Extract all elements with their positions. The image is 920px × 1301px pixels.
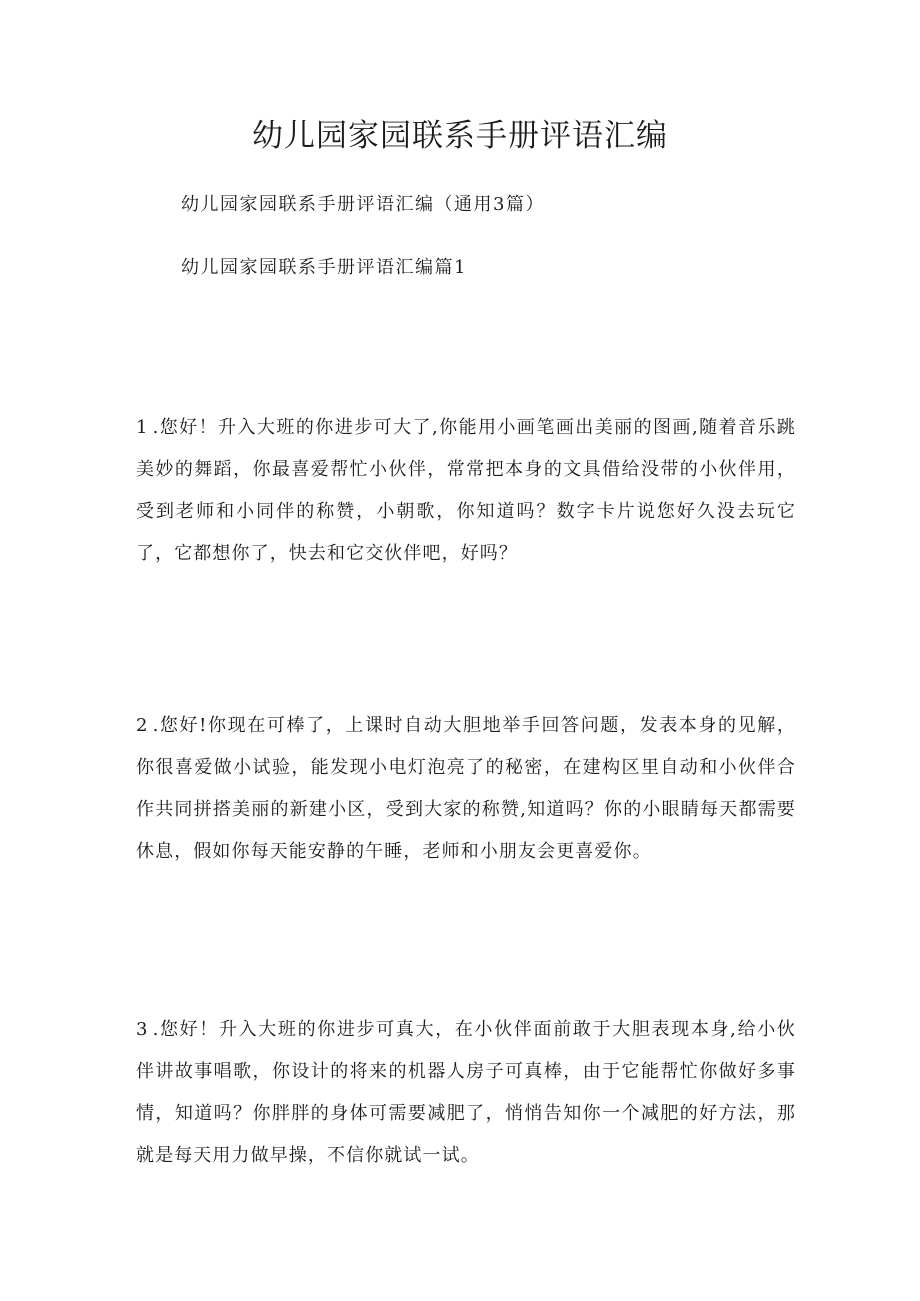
comment-paragraph-1 (136, 407, 796, 575)
comment-paragraph-2 (136, 705, 796, 873)
paragraph-text: .您好!你现在可棒了，上课时自动大胆地举手回答问题，发表本身的见解，你很喜爱做小试验，能发现小电灯泡亮了的秘密，在建构区里自动和小伙伴合作共同拼搭美丽的新建小区，受到大家的称赞,知道吗？你的小眼睛每天都需要休息，假如你每天能安静的午睡，老师和小朋友会更喜爱你。 (136, 715, 796, 862)
paragraph-text: .您好！升入大班的你进步可大了,你能用小画笔画出美丽的图画,随着音乐跳美妙的舞蹈，你最喜爱帮忙小伙伴，常常把本身的文具借给没带的小伙伴用，受到老师和小同伴的称赞，小朝歌，你知道吗？数字卡片说您好久没去玩它了，它都想你了，快去和它交伙伴吧，好吗？ (136, 417, 796, 564)
paragraph-text: .您好！升入大班的你进步可真大，在小伙伴面前敢于大胆表现本身,给小伙伴讲故事唱歌，你设计的将来的机器人房子可真棒，由于它能帮忙你做好多事情，知道吗？你胖胖的身体可需要减肥了，悄悄告知你一个减肥的好方法，那就是每天用力做早操，不信你就试一试。 (136, 1019, 796, 1166)
paragraph-number: 2 (136, 715, 149, 736)
paragraph-number: 1 (136, 417, 149, 438)
section-heading: 幼儿园家园联系手册评语汇编篇1 (181, 257, 467, 278)
page-title: 幼儿园家园联系手册评语汇编 (252, 118, 668, 154)
comment-paragraph-3 (136, 1009, 796, 1177)
paragraph-number: 3 (136, 1019, 149, 1040)
document-subtitle: 幼儿园家园联系手册评语汇编（通用3篇） (181, 194, 545, 215)
